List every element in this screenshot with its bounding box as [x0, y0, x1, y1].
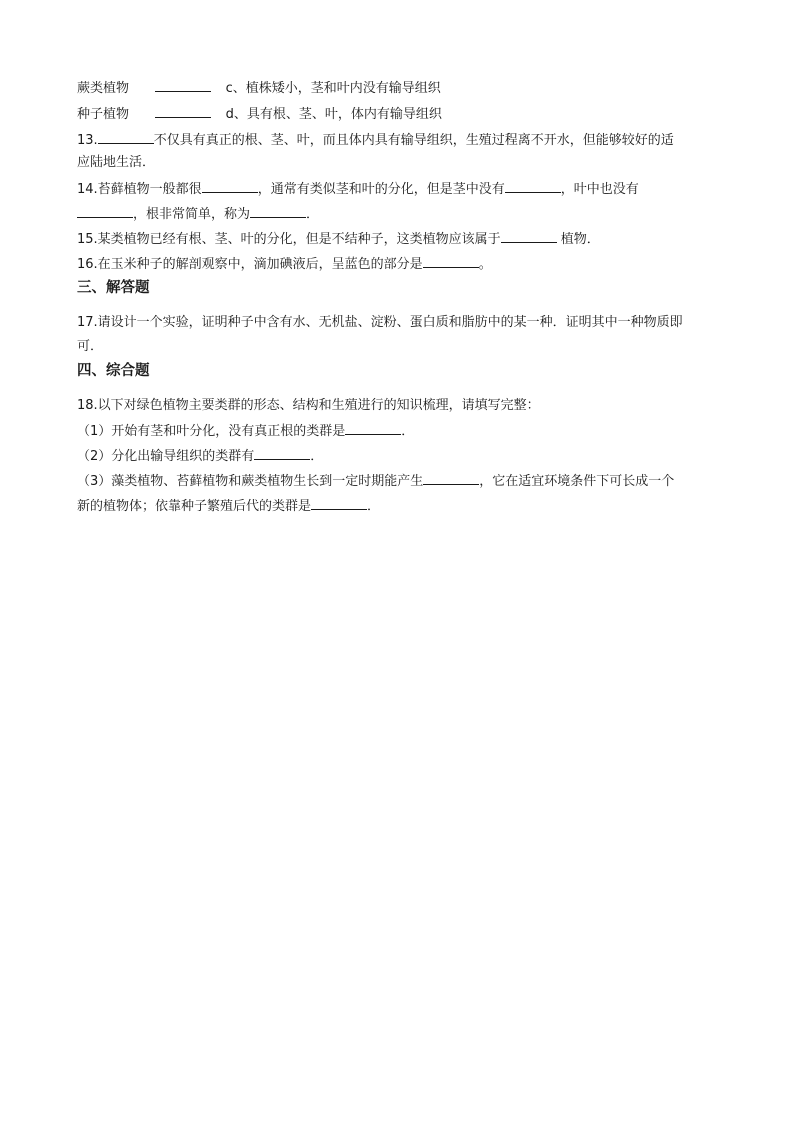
question-text: ． [401, 424, 415, 439]
question-text: ，根非常简单，称为 [133, 207, 251, 222]
question-text: ． [306, 207, 320, 222]
answer-blank[interactable] [155, 104, 211, 118]
section-heading-3: 三、解答题 [77, 280, 150, 296]
question-text: 14.苔藓植物一般都很 [77, 182, 202, 197]
question-number: 13. [77, 133, 98, 148]
match-row-seed [77, 104, 442, 124]
question-17-line-1 [77, 314, 683, 332]
question-18-part-3-line-1 [77, 471, 674, 491]
answer-blank[interactable] [77, 204, 133, 218]
question-text: 植物． [560, 232, 600, 247]
question-17-line-2 [77, 338, 103, 356]
question-text: 。 [478, 257, 492, 272]
question-18-part-2 [77, 446, 323, 466]
question-text: 17.请设计一个实验，证明种子中含有水、无机盐、淀粉、蛋白质和脂肪中的某一种．证明其中一种物质即 [77, 315, 683, 330]
question-16 [77, 254, 492, 274]
question-text: ，通常有类似茎和叶的分化，但是茎中没有 [257, 182, 505, 197]
answer-blank[interactable] [155, 78, 211, 92]
question-text: 可． [77, 339, 104, 354]
answer-blank[interactable] [250, 204, 306, 218]
question-text: 16.在玉米种子的解剖观察中，滴加碘液后，呈蓝色的部分是 [77, 257, 423, 272]
match-left-label: 蕨类植物 [77, 81, 130, 96]
match-left-label: 种子植物 [77, 107, 130, 122]
question-text: 不仅具有真正的根、茎、叶，而且体内具有输导组织，生殖过程离不开水，但能够较好的适 [153, 133, 674, 148]
answer-blank[interactable] [254, 446, 310, 460]
question-text: （3）藻类植物、苔藓植物和蕨类植物生长到一定时期能产生 [77, 474, 424, 489]
question-18-part-1 [77, 421, 414, 441]
question-text: 18.以下对绿色植物主要类群的形态、结构和生殖进行的知识梳理，请填写完整： [77, 398, 540, 413]
question-text: 15.某类植物已经有根、茎、叶的分化，但是不结种子，这类植物应该属于 [77, 232, 501, 247]
question-text: ． [367, 499, 381, 514]
question-text: ． [310, 449, 324, 464]
question-text: ，叶中也没有 [560, 182, 639, 197]
question-13-line-1 [77, 130, 674, 150]
question-15 [77, 229, 600, 249]
section-heading-4: 四、综合题 [77, 363, 150, 379]
question-14-line-1 [77, 179, 639, 199]
answer-blank[interactable] [98, 130, 154, 144]
question-text: （2）分化出输导组织的类群有 [77, 449, 255, 464]
question-text: 应陆地生活． [77, 155, 156, 170]
answer-blank[interactable] [202, 179, 258, 193]
answer-blank[interactable] [423, 254, 479, 268]
question-14-line-2 [77, 204, 319, 224]
answer-blank[interactable] [311, 496, 367, 510]
answer-blank[interactable] [501, 229, 557, 243]
answer-blank[interactable] [345, 421, 401, 435]
match-row-fern [77, 78, 441, 98]
question-13-line-2 [77, 154, 155, 172]
match-option-text: d、具有根、茎、叶，体内有输导组织 [225, 107, 442, 122]
answer-blank[interactable] [505, 179, 561, 193]
question-18-part-3-line-2 [77, 496, 380, 516]
question-18-intro [77, 397, 540, 415]
answer-blank[interactable] [423, 471, 479, 485]
question-text: （1）开始有茎和叶分化，没有真正根的类群是 [77, 424, 346, 439]
match-option-text: c、植株矮小，茎和叶内没有输导组织 [225, 81, 441, 96]
question-text: 新的植物体；依靠种子繁殖后代的类群是 [77, 499, 312, 514]
question-text: ，它在适宜环境条件下可长成一个 [479, 474, 675, 489]
